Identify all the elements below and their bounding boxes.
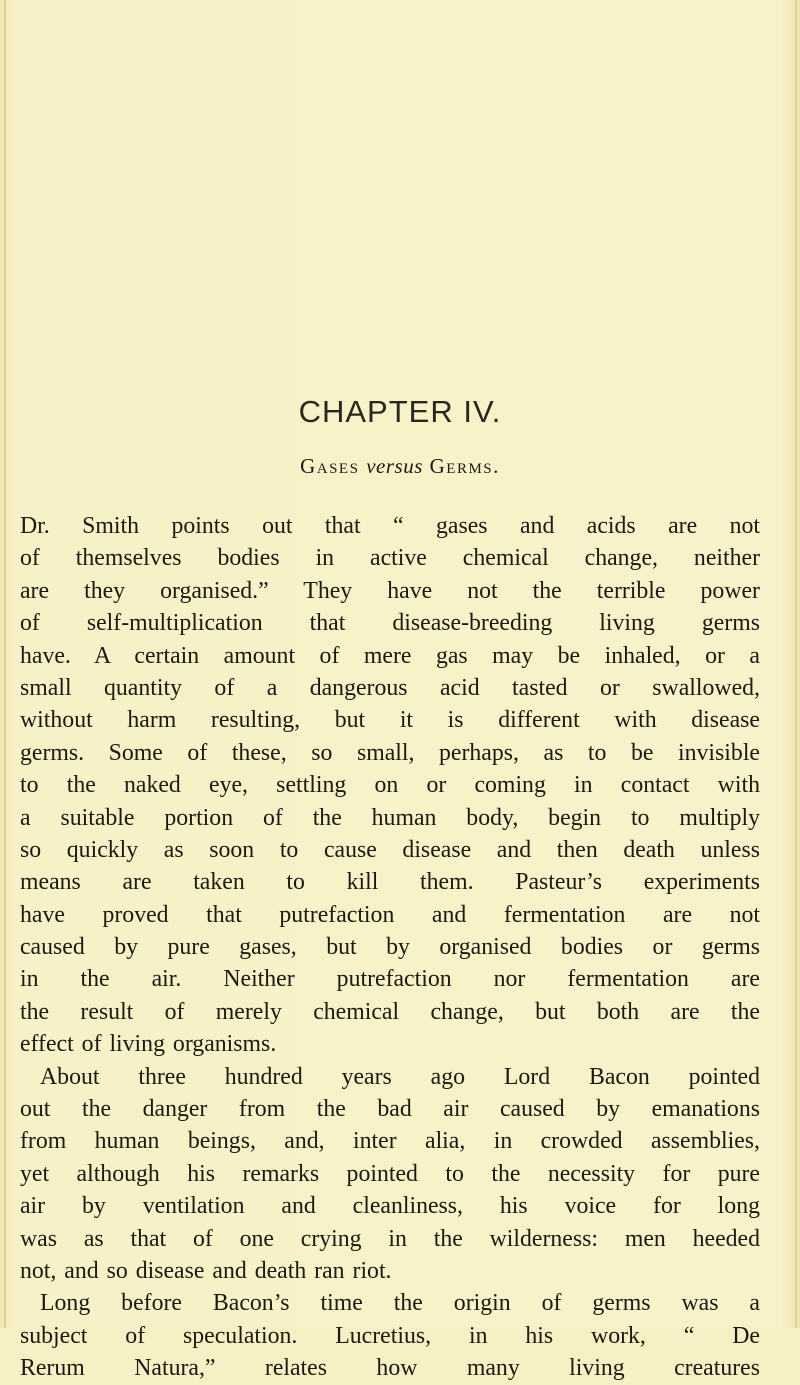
chapter-title: CHAPTER IV. [298,394,502,429]
text-line: About three hundred years ago Lord Bacon pointed [40,1063,760,1090]
text-line: are they organised.” They have not the terrible power [20,577,760,604]
text-line: caused by pure gases, but by organised bodies or germs [20,934,760,961]
text-line: have proved that putrefaction and fermentation are not [20,901,760,928]
text-line: Dr. Smith points out that “ gases and acids are not [20,513,760,539]
text-line: out the danger from the bad air caused by emanations [20,1096,760,1123]
text-line: germs. Some of these, so small, perhaps, as to be invisible [20,739,760,766]
text-line: yet although his remarks pointed to the necessity for pure [20,1160,760,1187]
subtitle-word-2: versus [366,454,423,478]
text-line: air by ventilation and cleanliness, his voice for long [20,1193,760,1220]
text-line: so quickly as soon to cause disease and then death unless [20,836,760,863]
page-edge-right [795,0,797,1328]
subtitle-word-1: Gases [300,454,360,478]
text-line: Long before Bacon’s time the origin of germs was a [40,1290,760,1317]
chapter-subtitle [0,454,800,479]
text-line: without harm resulting, but it is different with disease [20,707,760,734]
body-text [20,510,760,1385]
text-line: a suitable portion of the human body, begin to multiply [20,804,760,831]
text-line: of themselves bodies in active chemical change, neither [20,545,760,572]
text-line: to the naked eye, settling on or coming in contact with [20,772,760,799]
text-line: effect of living organisms. [20,1031,277,1058]
text-line: means are taken to kill them. Pasteur’s experiments [20,869,760,896]
text-line: was as that of one crying in the wilderness: men heeded [20,1225,760,1252]
text-line: Rerum Natura,” relates how many living creatures [20,1355,760,1382]
text-line: have. A certain amount of mere gas may be inhaled, or a [20,642,760,669]
text-line: from human beings, and, inter alia, in crowded assemblies, [20,1128,760,1155]
text-line: small quantity of a dangerous acid tasted or swallowed, [20,674,760,701]
text-line: the result of merely chemical change, but both are the [20,998,760,1025]
text-line: subject of speculation. Lucretius, in his work, “ De [20,1322,760,1349]
text-line: of self-multiplication that disease-breeding living germs [20,610,760,637]
page-edge-left [4,0,6,1328]
text-line: in the air. Neither putrefaction nor fermentation are [20,966,760,993]
subtitle-word-3: Germs. [429,454,500,478]
text-line: not, and so disease and death ran riot. [20,1257,392,1284]
